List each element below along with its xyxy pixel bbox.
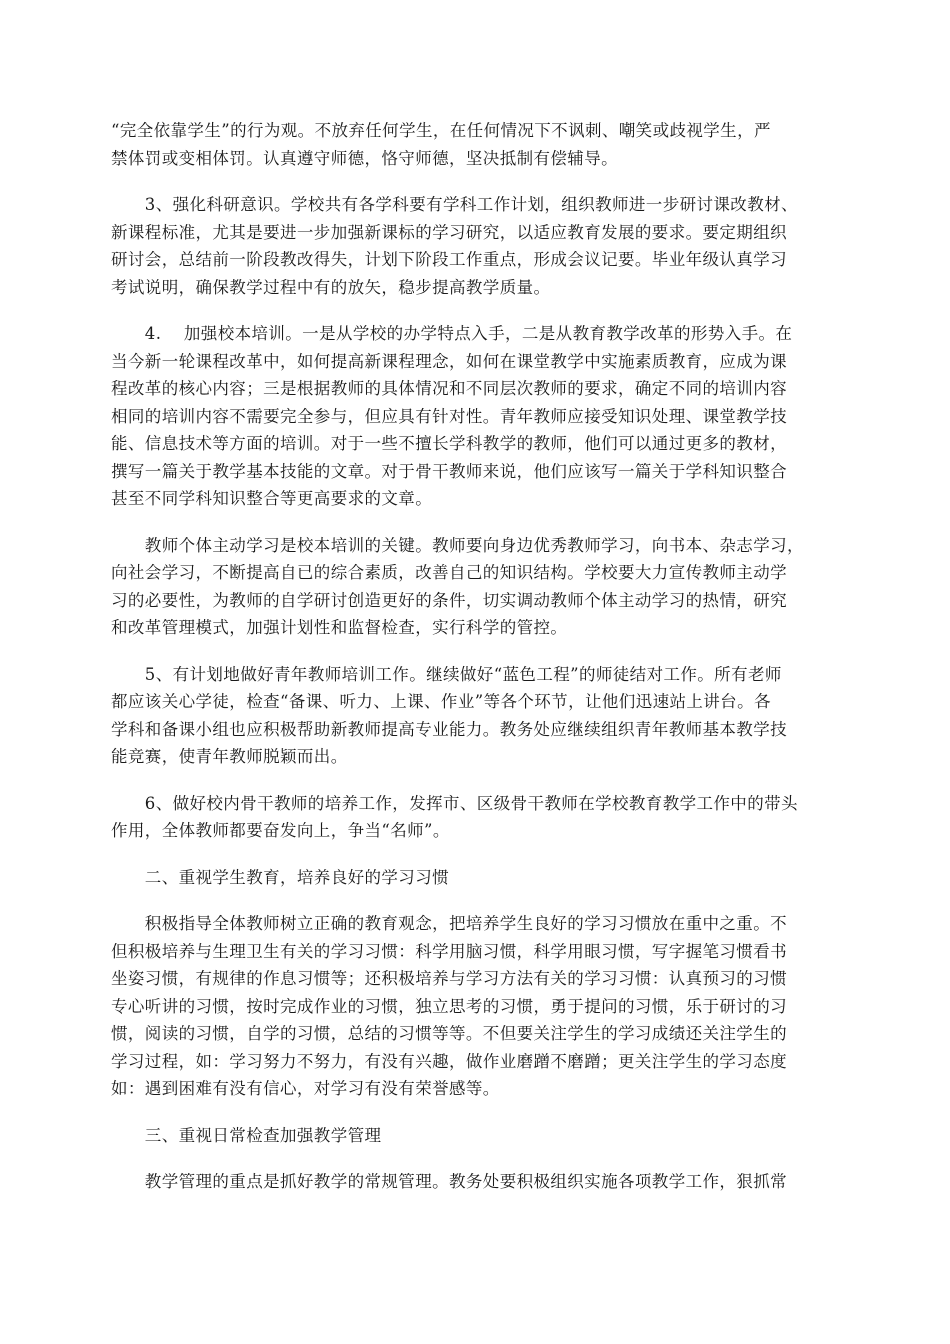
text-line: 程改革的核心内容；三是根据教师的具体情况和不同层次教师的要求，确定不同的培训内容 (111, 379, 787, 398)
text-line: 都应该关心学徒，检查“备课、听力、上课、作业”等各个环节，让他们迅速站上讲台。各 (111, 692, 771, 711)
text-line: 能竞赛，使青年教师脱颖而出。 (111, 747, 348, 766)
text-line: 学习过程，如：学习努力不努力，有没有兴趣，做作业磨蹭不磨蹭；更关注学生的学习态度 (111, 1051, 787, 1071)
text-line: 4. 加强校本培训。一是从学校的办学特点入手，二是从教育教学改革的形势入手。在 (111, 324, 793, 343)
paragraph (111, 1122, 855, 1150)
text-line: 积极指导全体教师树立正确的教育观念，把培养学生良好的学习习惯放在重中之重。不 (111, 914, 787, 933)
text-line: 考试说明，确保教学过程中有的放矢，稳步提高教学质量。 (111, 277, 551, 297)
text-line: 坐姿习惯，有规律的作息习惯等；还积极培养与学习方法有关的学习习惯：认真预习的习惯 (111, 969, 787, 988)
text-line: 3、强化科研意识。学校共有各学科要有学科工作计划，组织教师进一步研讨课改教材、 (111, 195, 798, 214)
text-line: 禁体罚或变相体罚。认真遵守师德，恪守师德，坚决抵制有偿辅导。 (111, 148, 618, 168)
text-line: 专心听讲的习惯，按时完成作业的习惯，独立思考的习惯，勇于提问的习惯，乐于研讨的习 (111, 996, 787, 1016)
text-line: 5、有计划地做好青年教师培训工作。继续做好“蓝色工程”的师徒结对工作。所有老师 (111, 664, 782, 684)
text-line: 习的必要性，为教师的自学研讨创造更好的条件，切实调动教师个体主动学习的热情，研究 (111, 590, 787, 610)
text-line: 教师个体主动学习是校本培训的关键。教师要向身边优秀教师学习，向书本、杂志学习， (111, 535, 804, 555)
text-line: 6、做好校内骨干教师的培养工作，发挥市、区级骨干教师在学校教育教学工作中的带头 (111, 793, 798, 813)
text-line: 二、重视学生教育，培养良好的学习习惯 (111, 867, 449, 887)
text-line: 研讨会，总结前一阶段教改得失，计划下阶段工作重点，形成会议记要。毕业年级认真学习 (111, 250, 787, 269)
text-line: 当今新一轮课程改革中，如何提高新课程理念，如何在课堂教学中实施素质教育，应成为课 (111, 351, 787, 371)
text-line: 相同的培训内容不需要完全参与，但应具有针对性。青年教师应接受知识处理、课堂教学技 (111, 406, 787, 426)
text-line: 新课程标准，尤其是要进一步加强新课标的学习研究，以适应教育发展的要求。要定期组织 (111, 222, 787, 242)
text-line: 惯，阅读的习惯，自学的习惯，总结的习惯等等。不但要关注学生的学习成绩还关注学生的 (111, 1024, 787, 1043)
paragraph (111, 191, 855, 301)
text-line: 教学管理的重点是抓好教学的常规管理。教务处要积极组织实施各项教学工作，狠抓常 (111, 1172, 787, 1191)
paragraph (111, 117, 855, 172)
text-line: 但积极培养与生理卫生有关的学习习惯：科学用脑习惯，科学用眼习惯，写字握笔习惯看书 (111, 941, 787, 961)
text-line: 如：遇到困难有没有信心，对学习有没有荣誉感等。 (111, 1079, 500, 1098)
paragraph (111, 910, 855, 1103)
paragraph (111, 790, 855, 845)
paragraph (111, 661, 855, 771)
text-line: 和改革管理模式，加强计划性和监督检查，实行科学的管控。 (111, 618, 568, 637)
document-body (111, 117, 855, 1215)
text-line: “完全依靠学生”的行为观。不放弃任何学生，在任何情况下不讽刺、嘲笑或歧视学生，严 (111, 121, 771, 140)
paragraph (111, 532, 855, 642)
text-line: 撰写一篇关于教学基本技能的文章。对于骨干教师来说，他们应该写一篇关于学科知识整合 (111, 461, 787, 481)
text-line: 向社会学习，不断提高自已的综合素质，改善自己的知识结构。学校要大力宣传教师主动学 (111, 563, 787, 582)
text-line: 作用，全体教师都要奋发向上，争当“名师”。 (111, 821, 450, 840)
paragraph (111, 1168, 855, 1196)
text-line: 甚至不同学科知识整合等更高要求的文章。 (111, 489, 433, 508)
text-line: 三、重视日常检查加强教学管理 (111, 1125, 382, 1145)
paragraph (111, 320, 855, 513)
paragraph (111, 864, 855, 892)
text-line: 能、信息技术等方面的培训。对于一些不擅长学科教学的教师，他们可以通过更多的教材， (111, 434, 787, 453)
text-line: 学科和备课小组也应积极帮助新教师提高专业能力。教务处应继续组织青年教师基本教学技 (111, 719, 787, 739)
